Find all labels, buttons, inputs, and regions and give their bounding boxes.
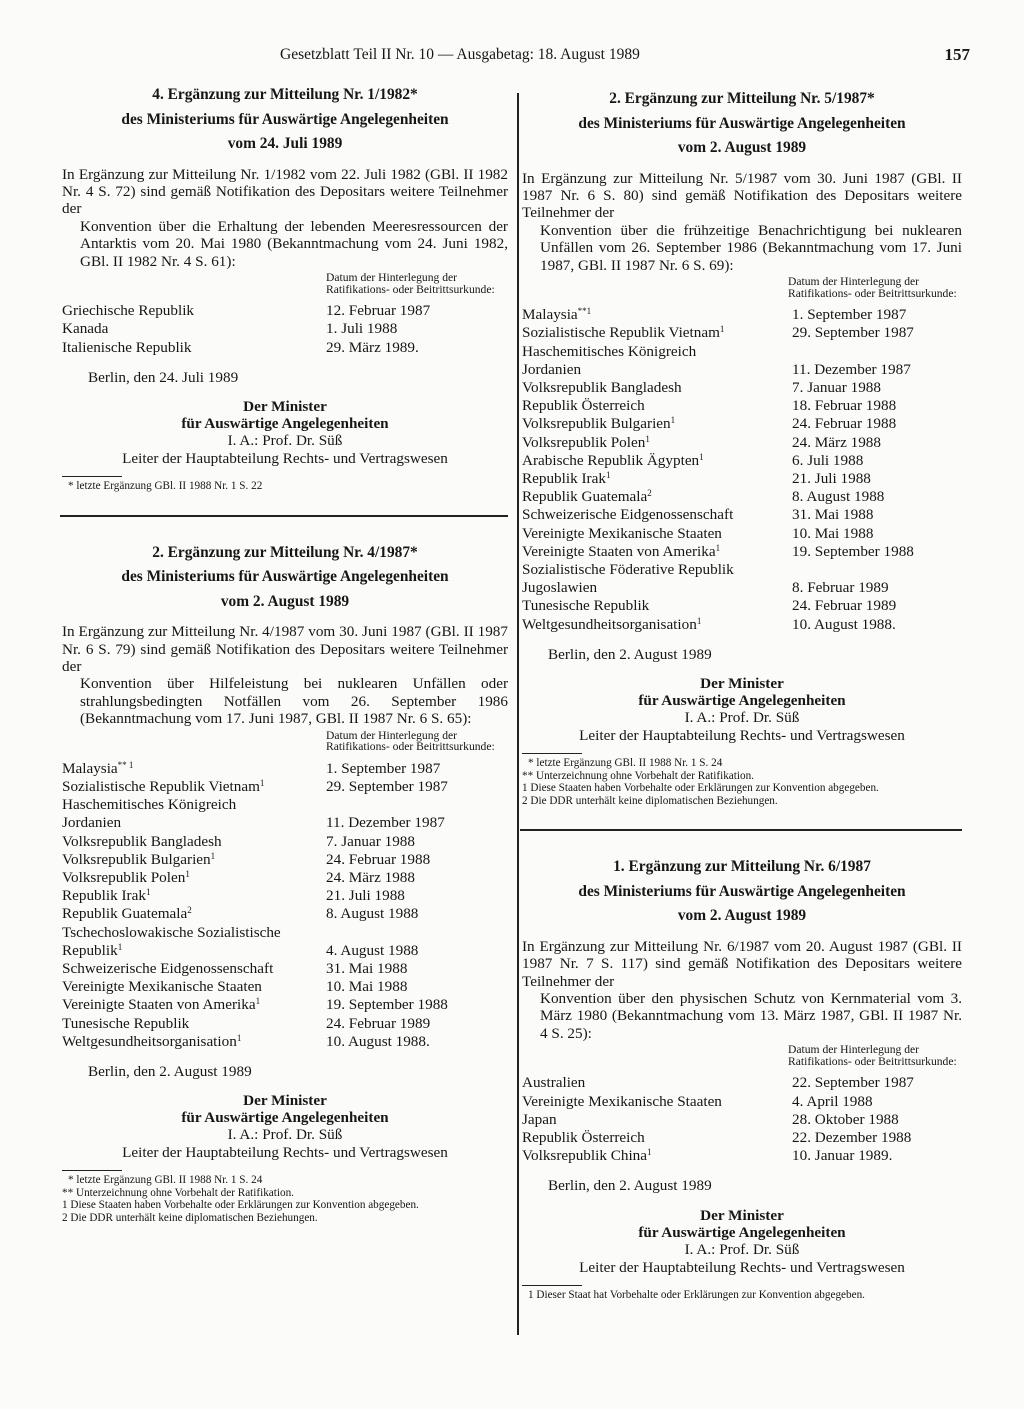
deposit-date: 24. Februar 1989 (326, 1014, 431, 1032)
state-name: Haschemitisches Königreich (62, 796, 237, 814)
signer-title (522, 675, 962, 709)
intro-paragraph: In Ergänzung zur Mitteilung Nr. 6/1987 vom 20. August 1987 (GBl. II 1987 Nr. 7 S. 117) sind gemäß Notifikation des Depositars weitere Teilnehmer der (522, 937, 962, 990)
deposit-date: 24. März 1988 (326, 868, 415, 886)
table-row (522, 361, 962, 379)
signer-line: für Auswärtige Angelegenheiten (638, 1223, 846, 1241)
deposit-date: 18. Februar 1988 (792, 397, 897, 415)
deposit-date: 4. August 1988 (326, 941, 419, 959)
state-name: Vereinigte Mexikanische Staaten (62, 978, 262, 996)
section-issuer: des Ministeriums für Auswärtige Angelegenheiten (121, 110, 449, 128)
deposit-date: 10. August 1988. (792, 615, 896, 633)
state-name: Sozialistische Föderative Republik (522, 560, 734, 578)
table-row (522, 415, 962, 433)
footnote-rule (62, 1170, 122, 1171)
right-column (522, 87, 962, 1301)
section-issuer: des Ministeriums für Auswärtige Angelegenheiten (121, 568, 449, 586)
footnote: 1 Diese Staaten haben Vorbehalte oder Erklärungen zur Konvention abgegeben. (522, 782, 879, 795)
deposit-date: 24. Februar 1989 (792, 597, 897, 615)
footnote: * letzte Ergänzung GBl. II 1988 Nr. 1 S. 24 (528, 757, 723, 770)
state-name: Republik Guatemala$^2$ (522, 488, 652, 506)
deposit-date: 10. Januar 1989. (792, 1147, 893, 1165)
state-name: Weltgesundheitsorganisation$^1$ (522, 615, 702, 633)
table-row (522, 1129, 962, 1147)
deposit-date: 10. Mai 1988 (792, 524, 874, 542)
deposit-date: 8. Februar 1989 (792, 579, 889, 597)
state-name: Jugoslawien (522, 579, 598, 597)
convention-paragraph: Konvention über Hilfeleistung bei nuklearen Unfällen oder strahlungsbedingten Notfällen vom 26. September 1986 (Bekanntmachung vom 17. Juni 1987, GBl. II 1987 Nr. 6 S. 65): (80, 675, 508, 728)
state-name: Republik Österreich (522, 1128, 645, 1146)
deposit-date: 24. Februar 1988 (792, 415, 897, 433)
table-row (522, 488, 962, 506)
table-row (522, 434, 962, 452)
table-row (522, 1111, 962, 1129)
footnote: 1 Diese Staaten haben Vorbehalte oder Erklärungen zur Konvention abgegeben. (62, 1199, 419, 1212)
state-name: Volksrepublik Polen$^1$ (62, 868, 190, 886)
deposit-date: 1. September 1987 (326, 759, 441, 777)
state-name: Haschemitisches Königreich (522, 342, 697, 360)
deposit-date: 29. März 1989. (326, 338, 419, 356)
participants-table (62, 760, 508, 1051)
footnote-rule (522, 753, 582, 754)
deposit-date: 21. Juli 1988 (792, 469, 871, 487)
table-row (522, 1074, 962, 1092)
place-date: Berlin, den 2. August 1989 (548, 645, 712, 663)
place-date: Berlin, den 24. Juli 1989 (88, 368, 239, 386)
deposit-date (326, 796, 508, 814)
table-row (522, 1147, 962, 1165)
state-name: Arabische Republik Ägypten$^1$ (522, 451, 704, 469)
state-name: Tschechoslowakische Sozialistische (62, 923, 281, 941)
signer-line: Der Minister (243, 398, 327, 416)
place-date: Berlin, den 2. August 1989 (548, 1177, 712, 1195)
deposit-date: 19. September 1988 (326, 996, 448, 1014)
table-row (62, 942, 508, 960)
section (62, 541, 508, 1225)
state-name: Republik Guatemala$^2$ (62, 905, 192, 923)
deposit-date (326, 924, 508, 942)
state-name: Republik Irak$^1$ (522, 469, 611, 487)
table-row (62, 796, 508, 814)
deposit-date: 1. Juli 1988 (326, 320, 398, 338)
deposit-date: 4. April 1988 (792, 1092, 873, 1110)
table-row (522, 579, 962, 597)
deposit-date: 7. Januar 1988 (792, 378, 881, 396)
table-row (62, 302, 508, 320)
state-name: Republik Irak$^1$ (62, 887, 151, 905)
signer-line: Der Minister (700, 1206, 784, 1224)
state-name: Vereinigte Mexikanische Staaten (522, 1092, 722, 1110)
signer-name: I. A.: Prof. Dr. Süß (684, 1240, 800, 1258)
signer-position: Leiter der Hauptabteilung Rechts- und Vertragswesen (579, 727, 905, 745)
table-row (62, 905, 508, 923)
state-name: Republik$^1$ (62, 941, 123, 959)
place-date: Berlin, den 2. August 1989 (88, 1063, 252, 1081)
header-title: Gesetzblatt Teil II Nr. 10 — Ausgabetag: 18. August 1989 (280, 46, 640, 63)
deposit-date: 12. Februar 1987 (326, 302, 431, 320)
table-row (62, 887, 508, 905)
section-date: vom 2. August 1989 (677, 139, 807, 156)
signer-position: Leiter der Hauptabteilung Rechts- und Vertragswesen (579, 1258, 905, 1276)
deposit-date: 28. Oktober 1988 (792, 1110, 899, 1128)
state-name: Sozialistische Republik Vietnam$^1$ (522, 324, 725, 342)
table-row (522, 379, 962, 397)
state-name: Vereinigte Staaten von Amerika$^1$ (522, 542, 721, 560)
table-header: Datum der Hinterlegung der Ratifikations- oder Beitrittsurkunde: (788, 1043, 957, 1068)
state-name: Volksrepublik China$^1$ (522, 1147, 652, 1165)
signer-title (522, 1207, 962, 1241)
signer-line: für Auswärtige Angelegenheiten (181, 415, 389, 433)
section-date: vom 24. Juli 1989 (227, 135, 343, 152)
state-name: Republik Österreich (522, 397, 645, 415)
deposit-date: 19. September 1988 (792, 542, 914, 560)
section-issuer: des Ministeriums für Auswärtige Angelegenheiten (578, 882, 906, 900)
state-name: Griechische Republik (62, 302, 195, 320)
table-row (522, 452, 962, 470)
deposit-date (792, 561, 962, 579)
state-name: Sozialistische Republik Vietnam$^1$ (62, 777, 265, 795)
deposit-date: 8. August 1988 (326, 905, 419, 923)
section-separator (520, 829, 962, 831)
state-name: Schweizerische Eidgenossenschaft (522, 506, 734, 524)
state-name: Volksrepublik Bulgarien$^1$ (62, 850, 216, 868)
deposit-date: 22. Dezember 1988 (792, 1128, 912, 1146)
table-row (62, 869, 508, 887)
state-name: Tunesische Republik (62, 1014, 190, 1032)
table-row (62, 833, 508, 851)
signer-line: für Auswärtige Angelegenheiten (181, 1109, 389, 1127)
table-row (522, 324, 962, 342)
table-row (62, 320, 508, 338)
footnote: 1 Dieser Staat hat Vorbehalte oder Erklärungen zur Konvention abgegeben. (528, 1288, 865, 1301)
footnote: ** Unterzeichnung ohne Vorbehalt der Ratifikation. (522, 769, 754, 782)
table-row (62, 760, 508, 778)
table-header: Datum der Hinterlegung der Ratifikations- oder Beitrittsurkunde: (326, 728, 495, 754)
state-name: Japan (522, 1110, 557, 1128)
section-title: 2. Ergänzung zur Mitteilung Nr. 5/1987* (609, 90, 875, 107)
table-row (522, 561, 962, 579)
table-row (522, 397, 962, 415)
deposit-date: 10. Mai 1988 (326, 978, 408, 996)
section-date: vom 2. August 1989 (677, 907, 807, 925)
state-name: Volksrepublik Bulgarien$^1$ (522, 415, 676, 433)
section-title: 4. Ergänzung zur Mitteilung Nr. 1/1982* (152, 86, 418, 103)
table-row (522, 616, 962, 634)
table-row (62, 960, 508, 978)
deposit-date: 29. September 1987 (792, 324, 914, 342)
deposit-date: 10. August 1988. (326, 1032, 430, 1050)
deposit-date: 1. September 1987 (792, 306, 907, 324)
table-row (522, 306, 962, 324)
footnote: 2 Die DDR unterhält keine diplomatischen Beziehungen. (522, 794, 778, 807)
deposit-date: 24. März 1988 (792, 433, 881, 451)
signer-title (62, 1092, 508, 1126)
table-header: Datum der Hinterlegung der Ratifikations- oder Beitrittsurkunde: (788, 274, 957, 300)
participants-table (62, 302, 508, 357)
state-name: Volksrepublik Bangladesh (62, 832, 222, 850)
table-row (522, 470, 962, 488)
table-row (62, 924, 508, 942)
footnote: ** Unterzeichnung ohne Vorbehalt der Ratifikation. (62, 1186, 294, 1199)
state-name: Tunesische Republik (522, 597, 650, 615)
footnote-rule (522, 1285, 582, 1286)
convention-paragraph: Konvention über die frühzeitige Benachrichtigung bei nuklearen Unfällen vom 26. September 1986 (Bekanntmachung vom 17. Juni 1987, GBl. II 1987 Nr. 6 S. 69): (540, 221, 962, 274)
signer-position: Leiter der Hauptabteilung Rechts- und Vertragswesen (122, 450, 448, 468)
table-header: Datum der Hinterlegung der Ratifikations- oder Beitrittsurkunde: (326, 270, 495, 296)
deposit-date: 31. Mai 1988 (326, 960, 408, 977)
table-row (522, 1093, 962, 1111)
table-row (62, 814, 508, 832)
signer-line: Der Minister (700, 675, 784, 693)
participants-table (522, 1074, 962, 1165)
table-row (62, 1033, 508, 1051)
state-name: Schweizerische Eidgenossenschaft (62, 960, 274, 977)
state-name: Jordanien (522, 360, 582, 378)
section-title: 1. Ergänzung zur Mitteilung Nr. 6/1987 (613, 858, 871, 876)
signer-title (62, 398, 508, 432)
table-row (62, 996, 508, 1014)
state-name: Jordanien (62, 814, 122, 832)
table-row (522, 597, 962, 615)
section-issuer: des Ministeriums für Auswärtige Angelegenheiten (578, 114, 906, 132)
state-name: Volksrepublik Polen$^1$ (522, 433, 650, 451)
section (522, 87, 962, 807)
signer-name: I. A.: Prof. Dr. Süß (684, 709, 800, 727)
signer-position: Leiter der Hauptabteilung Rechts- und Vertragswesen (122, 1144, 448, 1162)
deposit-date: 21. Juli 1988 (326, 887, 405, 905)
table-row (62, 851, 508, 869)
intro-paragraph: In Ergänzung zur Mitteilung Nr. 5/1987 vom 30. Juni 1987 (GBl. II 1987 Nr. 6 S. 80) sind gemäß Notifikation des Depositars weitere Teilnehmer der (522, 169, 962, 222)
footnote: * letzte Ergänzung GBl. II 1988 Nr. 1 S. 24 (68, 1174, 263, 1187)
section (62, 83, 508, 493)
table-row (62, 778, 508, 796)
state-name: Vereinigte Mexikanische Staaten (522, 524, 722, 542)
state-name: Italienische Republik (62, 338, 192, 356)
table-row (62, 1015, 508, 1033)
deposit-date: 11. Dezember 1987 (792, 360, 911, 378)
state-name: Malaysia$^{**1}$ (522, 306, 592, 324)
state-name: Australien (522, 1074, 586, 1092)
section-separator (60, 515, 508, 517)
left-column (62, 83, 508, 1224)
column-divider (517, 93, 519, 1335)
convention-paragraph: Konvention über die Erhaltung der lebenden Meeresressourcen der Antarktis vom 20. Mai 1980 (Bekanntmachung vom 24. Juni 1982, GBl. II 1982 Nr. 4 S. 61): (80, 217, 508, 270)
deposit-date: 31. Mai 1988 (792, 506, 874, 524)
deposit-date (792, 343, 962, 361)
deposit-date: 22. September 1987 (792, 1074, 914, 1092)
deposit-date: 24. Februar 1988 (326, 850, 431, 868)
state-name: Weltgesundheitsorganisation$^1$ (62, 1032, 242, 1050)
state-name: Malaysia$^{** 1}$ (62, 759, 134, 777)
state-name: Vereinigte Staaten von Amerika$^1$ (62, 996, 261, 1014)
intro-paragraph: In Ergänzung zur Mitteilung Nr. 1/1982 vom 22. Juli 1982 (GBl. II 1982 Nr. 4 S. 72) sind gemäß Notifikation des Depositars weitere Teilnehmer der (62, 165, 508, 218)
signer-line: für Auswärtige Angelegenheiten (638, 692, 846, 710)
table-row (522, 525, 962, 543)
table-row (62, 978, 508, 996)
convention-paragraph: Konvention über den physischen Schutz von Kernmaterial vom 3. März 1980 (Bekanntmachung vom 13. März 1987, GBl. II 1987 Nr. 4 S. 25): (540, 989, 962, 1042)
participants-table (522, 306, 962, 634)
signer-name: I. A.: Prof. Dr. Süß (227, 1126, 343, 1144)
deposit-date: 7. Januar 1988 (326, 832, 415, 850)
state-name: Kanada (62, 320, 109, 338)
state-name: Volksrepublik Bangladesh (522, 378, 682, 396)
deposit-date: 29. September 1987 (326, 777, 448, 795)
deposit-date: 8. August 1988 (792, 488, 885, 506)
page-number: 157 (944, 45, 970, 64)
table-row (62, 339, 508, 357)
signer-line: Der Minister (243, 1092, 327, 1110)
footnote: * letzte Ergänzung GBl. II 1988 Nr. 1 S. 22 (68, 480, 263, 493)
footnote-rule (62, 476, 122, 477)
section-title: 2. Ergänzung zur Mitteilung Nr. 4/1987* (152, 543, 418, 561)
table-row (522, 506, 962, 524)
footnote: 2 Die DDR unterhält keine diplomatischen Beziehungen. (62, 1211, 318, 1224)
page-header (280, 46, 970, 64)
intro-paragraph: In Ergänzung zur Mitteilung Nr. 4/1987 vom 30. Juni 1987 (GBl. II 1987 Nr. 6 S. 79) sind gemäß Notifikation des Depositars weitere Teilnehmer der (62, 623, 508, 675)
deposit-date: 11. Dezember 1987 (326, 814, 445, 832)
section-date: vom 2. August 1989 (220, 592, 350, 610)
section (522, 855, 962, 1301)
signer-name: I. A.: Prof. Dr. Süß (227, 432, 343, 450)
table-row (522, 543, 962, 561)
table-row (522, 343, 962, 361)
deposit-date: 6. Juli 1988 (792, 451, 864, 469)
